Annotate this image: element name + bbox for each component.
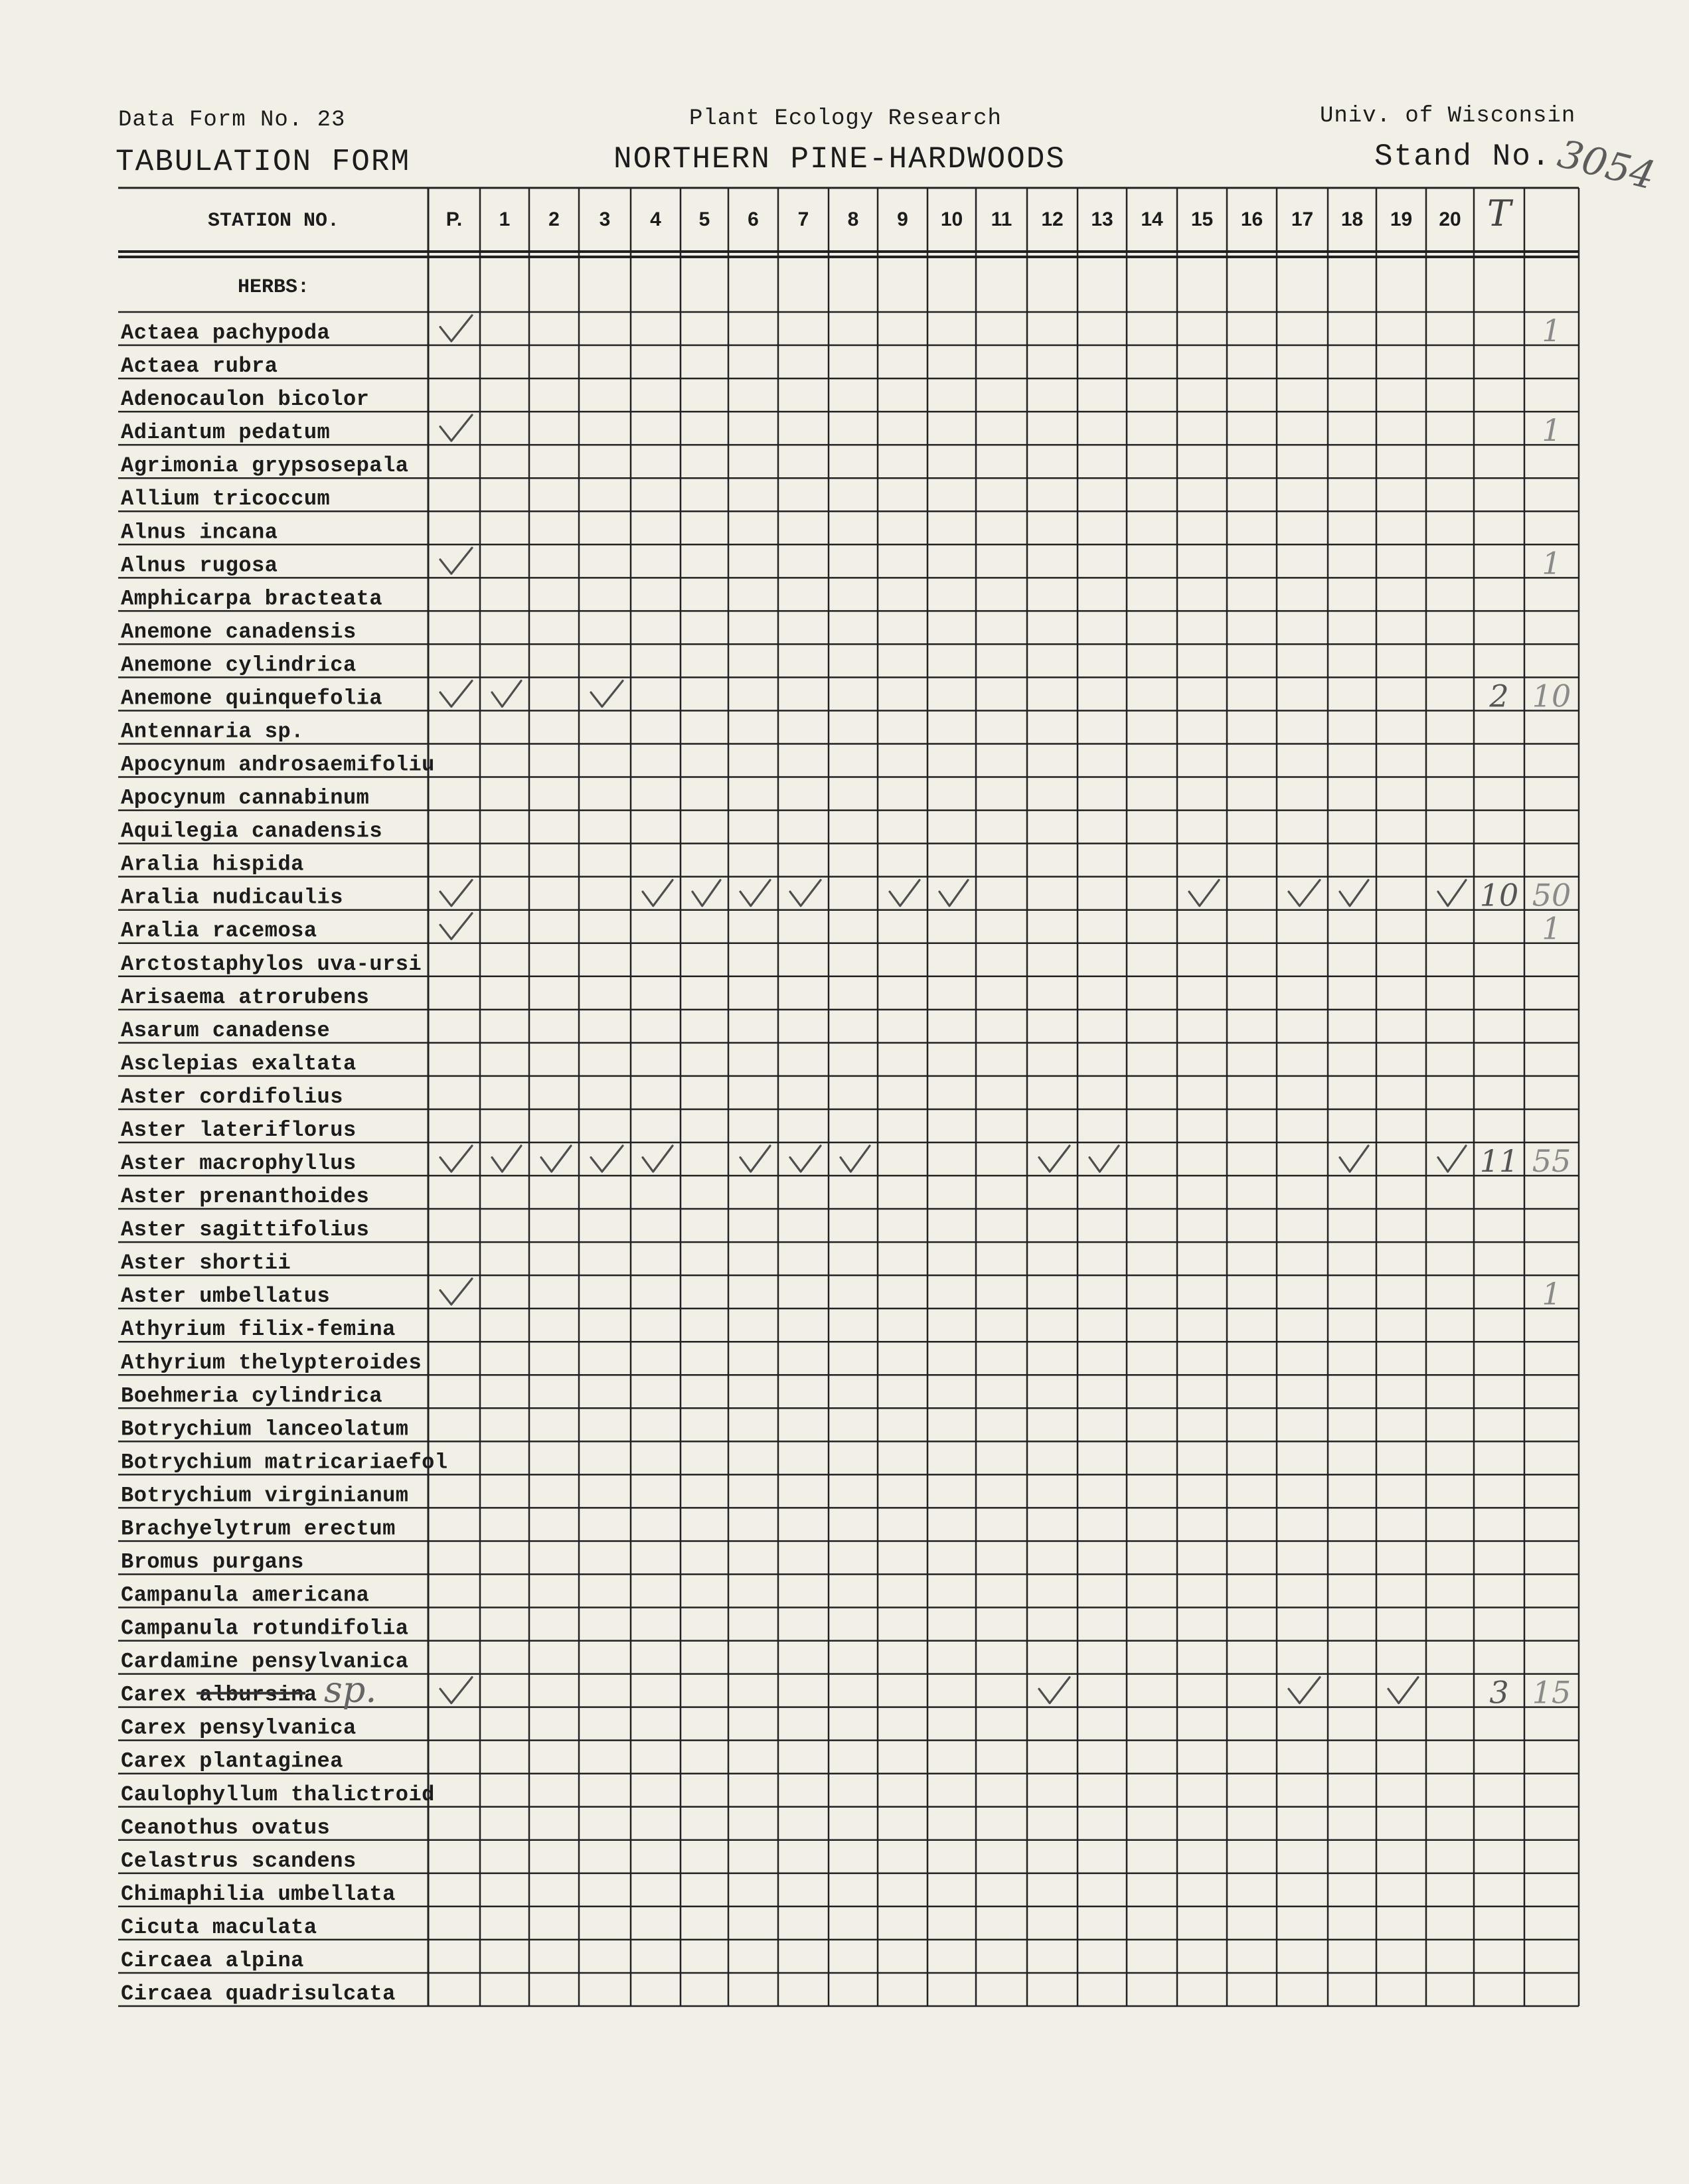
column-header: 4 bbox=[650, 208, 661, 230]
species-name: Carex albursina bbox=[121, 1682, 317, 1707]
column-header: 11 bbox=[991, 208, 1012, 230]
check-mark bbox=[440, 415, 472, 441]
column-header: 18 bbox=[1340, 208, 1364, 230]
species-name: Alnus incana bbox=[121, 520, 278, 545]
column-header: 5 bbox=[698, 208, 710, 230]
species-name: Botrychium matricariaefol bbox=[121, 1450, 448, 1475]
species-name: Athyrium filix-femina bbox=[121, 1317, 396, 1342]
check-mark bbox=[541, 1146, 571, 1172]
species-name: Carex plantaginea bbox=[121, 1749, 343, 1774]
tally-count: 2 bbox=[1489, 678, 1509, 714]
tally-count: 10 bbox=[1479, 877, 1519, 913]
species-name: Arctostaphylos uva-ursi bbox=[121, 951, 422, 976]
species-name: Cardamine pensylvanica bbox=[121, 1649, 409, 1674]
frequency-value: 1 bbox=[1542, 910, 1562, 947]
species-name: Arisaema atrorubens bbox=[121, 984, 370, 1010]
species-name: Aralia nudicaulis bbox=[121, 885, 343, 910]
species-name: Botrychium virginianum bbox=[121, 1483, 409, 1508]
species-name: Apocynum androsaemifoliu bbox=[121, 752, 435, 777]
frequency-value: 1 bbox=[1542, 412, 1562, 449]
species-name: Campanula rotundifolia bbox=[121, 1616, 409, 1641]
check-mark bbox=[1289, 880, 1320, 906]
column-header: 6 bbox=[748, 208, 759, 230]
species-name: Adiantum pedatum bbox=[121, 420, 331, 445]
check-mark bbox=[440, 1677, 472, 1703]
column-header: 17 bbox=[1291, 208, 1314, 230]
university-label: Univ. of Wisconsin bbox=[1320, 104, 1576, 129]
check-mark bbox=[1438, 880, 1466, 906]
column-header: 10 bbox=[940, 208, 963, 230]
check-mark bbox=[1438, 1146, 1466, 1172]
check-mark bbox=[440, 548, 472, 574]
check-mark bbox=[440, 680, 472, 706]
column-header: 7 bbox=[797, 208, 809, 230]
column-header: 15 bbox=[1190, 208, 1214, 230]
check-mark bbox=[1388, 1677, 1418, 1703]
species-name: Campanula americana bbox=[121, 1583, 370, 1608]
species-name: Anemone quinquefolia bbox=[121, 686, 383, 711]
check-mark bbox=[790, 1146, 821, 1172]
species-name: Aralia hispida bbox=[121, 852, 304, 877]
check-mark bbox=[1289, 1677, 1320, 1703]
column-header: 1 bbox=[499, 208, 511, 230]
tally-count: 11 bbox=[1479, 1143, 1519, 1180]
species-name: Aster umbellatus bbox=[121, 1284, 331, 1309]
stand-number: 3054 bbox=[1553, 131, 1660, 198]
species-name: Aster shortii bbox=[121, 1251, 291, 1276]
frequency-value: 55 bbox=[1532, 1143, 1571, 1180]
species-name: Aralia racemosa bbox=[121, 918, 317, 943]
herbs-section-label: HERBS: bbox=[237, 276, 310, 299]
check-mark bbox=[1039, 1146, 1070, 1172]
species-name: Actaea pachypoda bbox=[121, 321, 331, 346]
check-mark bbox=[440, 880, 472, 906]
species-name: Anemone cylindrica bbox=[121, 653, 357, 678]
column-header: T bbox=[1487, 193, 1512, 234]
species-name: Anemone canadensis bbox=[121, 619, 357, 645]
check-mark bbox=[591, 1146, 623, 1172]
check-mark bbox=[440, 315, 472, 341]
species-name: Cicuta maculata bbox=[121, 1914, 317, 1940]
column-header: 16 bbox=[1240, 208, 1263, 230]
column-header: 3 bbox=[599, 208, 611, 230]
form-number: Data Form No. 23 bbox=[118, 108, 346, 133]
check-mark bbox=[740, 880, 770, 906]
check-mark bbox=[692, 880, 720, 906]
species-name: Amphicarpa bracteata bbox=[121, 586, 383, 611]
column-header: 9 bbox=[897, 208, 908, 230]
frequency-value: 10 bbox=[1532, 678, 1571, 714]
research-label: Plant Ecology Research bbox=[689, 106, 1002, 131]
check-mark bbox=[841, 1146, 870, 1172]
community-title: NORTHERN PINE-HARDWOODS bbox=[613, 142, 1066, 177]
species-name: Athyrium thelypteroides bbox=[121, 1350, 422, 1375]
species-name: Botrychium lanceolatum bbox=[121, 1417, 409, 1442]
species-name: Chimaphilia umbellata bbox=[121, 1881, 396, 1907]
species-name: Asarum canadense bbox=[121, 1018, 331, 1043]
check-mark bbox=[1340, 1146, 1368, 1172]
column-header: 19 bbox=[1390, 208, 1413, 230]
stand-label: Stand No. bbox=[1374, 139, 1552, 174]
species-name: Circaea alpina bbox=[121, 1948, 304, 1973]
check-mark bbox=[1189, 880, 1219, 906]
species-name: Alnus rugosa bbox=[121, 553, 278, 578]
column-header: 8 bbox=[847, 208, 859, 230]
species-name: Allium tricoccum bbox=[121, 487, 331, 512]
species-name: Aster sagittifolius bbox=[121, 1217, 370, 1243]
species-name: Aster cordifolius bbox=[121, 1084, 343, 1109]
column-header: 13 bbox=[1091, 208, 1113, 230]
check-mark bbox=[440, 1279, 472, 1304]
column-header: P. bbox=[445, 208, 463, 230]
species-name: Aster prenanthoides bbox=[121, 1184, 370, 1209]
form-title: TABULATION FORM bbox=[116, 145, 411, 179]
species-name: Brachyelytrum erectum bbox=[121, 1516, 396, 1541]
check-mark bbox=[492, 1146, 521, 1172]
check-mark bbox=[1039, 1677, 1070, 1703]
station-number-label: STATION NO. bbox=[207, 210, 340, 232]
check-mark bbox=[492, 680, 521, 706]
species-name: Circaea quadrisulcata bbox=[121, 1982, 396, 2006]
frequency-value: 50 bbox=[1532, 877, 1571, 913]
check-mark bbox=[790, 880, 821, 906]
species-name: Aster lateriflorus bbox=[121, 1117, 357, 1142]
check-mark bbox=[440, 913, 472, 939]
frequency-value: 1 bbox=[1542, 313, 1562, 349]
species-name: Apocynum cannabinum bbox=[121, 785, 370, 811]
species-name: Bromus purgans bbox=[121, 1549, 304, 1575]
species-name: Caulophyllum thalictroid bbox=[121, 1782, 435, 1807]
species-name: Celastrus scandens bbox=[121, 1848, 357, 1873]
species-name: Antennaria sp. bbox=[121, 719, 304, 744]
frequency-value: 1 bbox=[1542, 1276, 1562, 1312]
frequency-value: 1 bbox=[1542, 545, 1562, 582]
check-mark bbox=[643, 880, 673, 906]
check-mark bbox=[890, 880, 920, 906]
column-header: 14 bbox=[1141, 208, 1163, 230]
tally-count: 3 bbox=[1489, 1674, 1509, 1711]
species-name: Aster macrophyllus bbox=[121, 1151, 357, 1176]
check-mark bbox=[939, 880, 968, 906]
species-name: Carex pensylvanica bbox=[121, 1715, 357, 1741]
check-mark bbox=[1089, 1146, 1119, 1172]
frequency-value: 15 bbox=[1532, 1674, 1571, 1711]
column-header: 20 bbox=[1439, 208, 1461, 230]
species-name: Agrimonia grypsosepala bbox=[121, 453, 409, 479]
check-mark bbox=[440, 1146, 472, 1172]
check-mark bbox=[591, 680, 623, 706]
check-mark bbox=[643, 1146, 673, 1172]
species-name: Adenocaulon bicolor bbox=[121, 387, 370, 412]
column-header: 12 bbox=[1041, 208, 1064, 230]
column-header: 2 bbox=[548, 208, 560, 230]
species-name: Aquilegia canadensis bbox=[121, 819, 383, 844]
species-name: Boehmeria cylindrica bbox=[121, 1383, 383, 1409]
species-name: Asclepias exaltata bbox=[121, 1051, 357, 1076]
check-mark bbox=[1340, 880, 1368, 906]
check-mark bbox=[740, 1146, 770, 1172]
species-name: Ceanothus ovatus bbox=[121, 1815, 331, 1840]
carex-sp-annotation: sp. bbox=[324, 1668, 377, 1711]
species-name: Actaea rubra bbox=[121, 354, 278, 379]
